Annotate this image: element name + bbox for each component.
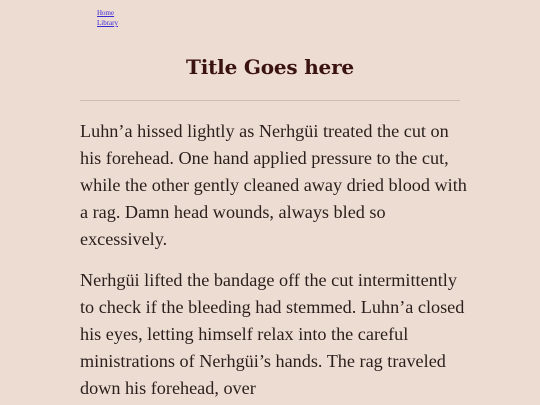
paragraph: Luhn’a hissed lightly as Nerhgüi treated the cut on his forehead. One hand applied pressure to the cut, while the other gently cleaned away dried blood with a rag. Damn head wounds, always bled so excessively. [80, 121, 467, 249]
title-divider [80, 100, 460, 101]
paragraph: Nerhgüi lifted the bandage off the cut intermittently to check if the bleeding had stemmed. Luhn’a closed his eyes, letting himself relax into the careful ministrations of Nerhgüi’s hands. The rag traveled down his forehead, over [80, 270, 465, 398]
page-title: Title Goes here [186, 55, 354, 79]
library-link[interactable]: Library [97, 19, 118, 27]
top-nav [97, 8, 118, 28]
article-body [80, 118, 470, 405]
home-link[interactable]: Home [97, 9, 115, 17]
